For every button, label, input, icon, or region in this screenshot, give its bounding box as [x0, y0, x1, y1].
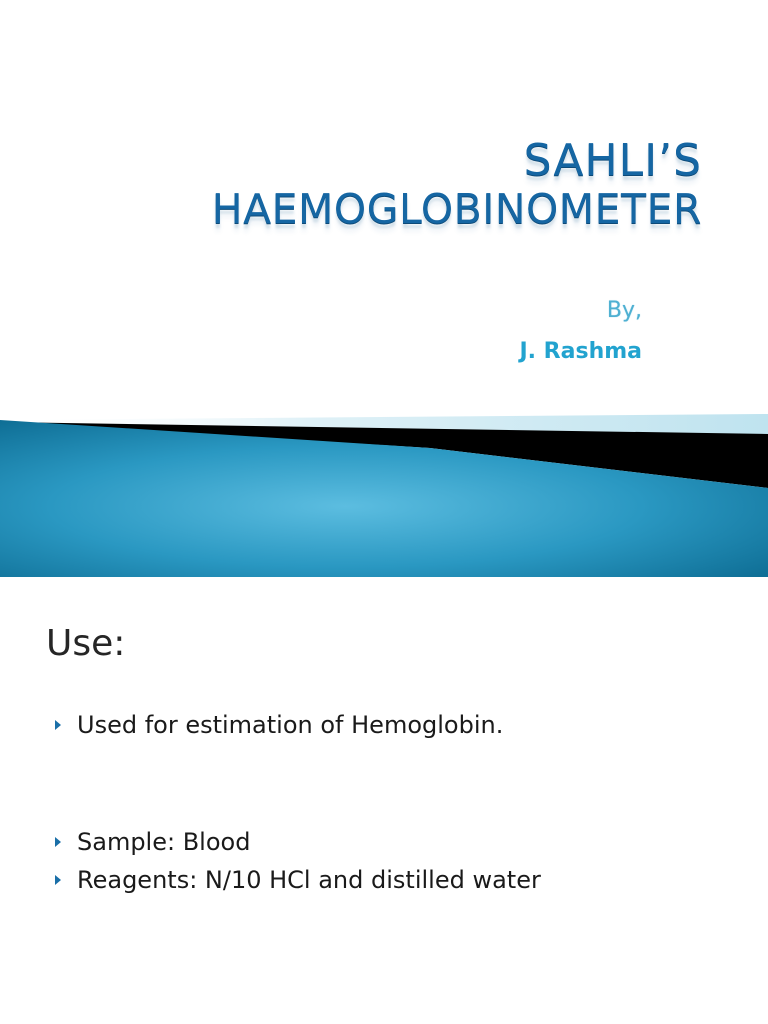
bullet-arrow-icon — [55, 875, 61, 885]
bullet-arrow-icon — [55, 720, 61, 730]
bullet-arrow-icon — [55, 837, 61, 847]
bullet-text: Used for estimation of Hemoglobin. — [77, 711, 504, 739]
content-slide — [0, 577, 768, 1024]
bullet-text: Sample: Blood — [77, 828, 251, 856]
bullet-list-1 — [55, 706, 503, 744]
bullet-list-2 — [55, 823, 541, 899]
use-heading: Use: — [46, 623, 126, 664]
list-item — [55, 823, 541, 861]
title-line-1: SAHLI’S — [523, 135, 702, 186]
author-name: J. Rashma — [519, 339, 642, 364]
list-item — [55, 706, 503, 744]
title-line-2: HAEMOGLOBINOMETER — [211, 185, 702, 233]
bullet-text: Reagents: N/10 HCl and distilled water — [77, 866, 541, 894]
list-item — [55, 861, 541, 899]
by-label: By, — [606, 298, 642, 323]
decorative-banner — [0, 410, 768, 577]
